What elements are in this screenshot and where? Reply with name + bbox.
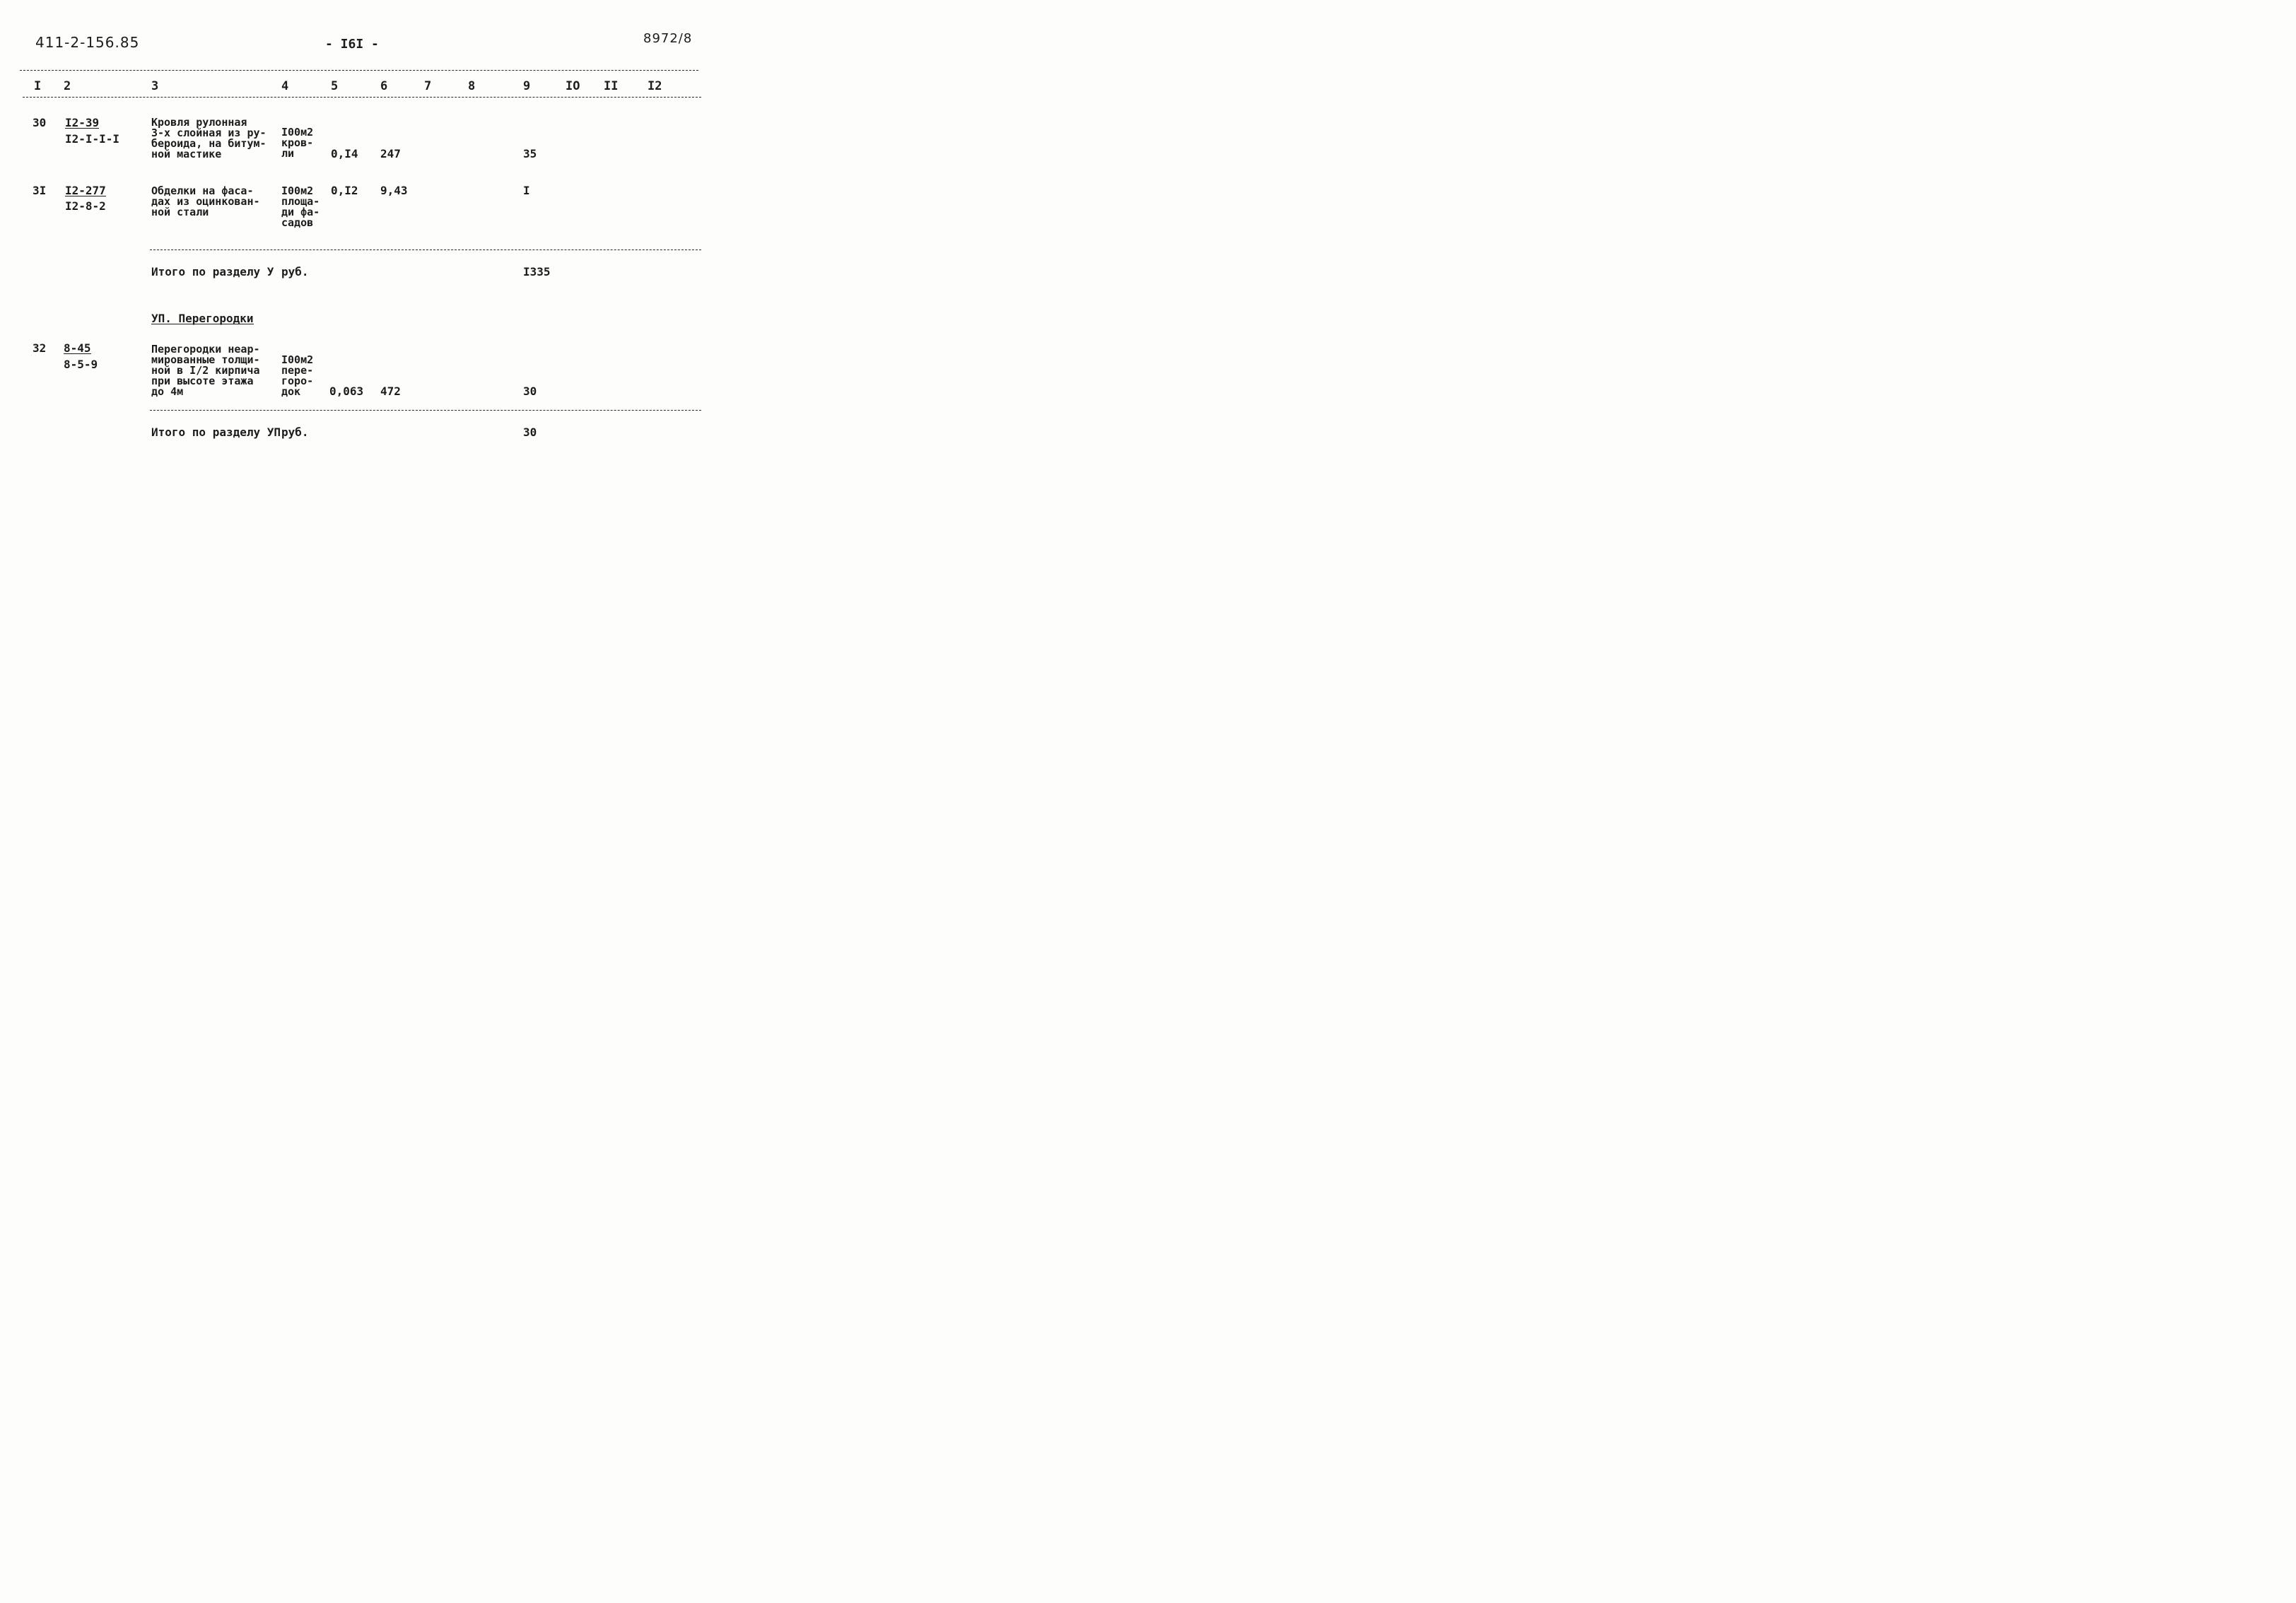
work-description: Обделки на фаса- дах из оцинкован- ной стали bbox=[151, 184, 260, 218]
unit-price: 472 bbox=[380, 384, 401, 398]
column-header: 7 bbox=[424, 79, 432, 93]
norm-code-bottom: 8-5-9 bbox=[64, 358, 98, 371]
norm-code-bottom: I2-I-I-I bbox=[65, 132, 120, 146]
table-top-rule bbox=[20, 70, 698, 71]
column-header: II bbox=[604, 79, 619, 93]
quantity: 0,I4 bbox=[331, 147, 358, 160]
row-number: 30 bbox=[33, 116, 47, 129]
subtotal-unit: руб. bbox=[281, 425, 309, 439]
header-bottom-rule bbox=[23, 97, 701, 98]
unit-of-measure: I00м2 площа- ди фа- садов bbox=[281, 184, 320, 229]
unit-of-measure: I00м2 пере- горо- док bbox=[281, 353, 314, 398]
work-description: Перегородки неар- мированные толщи- ной в I/2 кирпича при высоте этажа до 4м bbox=[151, 343, 260, 398]
work-description: Кровля рулонная 3-х слойная из ру- бероида, на битум- ной мастике bbox=[151, 116, 266, 160]
norm-code-top: I2-277 bbox=[65, 184, 106, 197]
column-header: 3 bbox=[151, 79, 159, 93]
unit-price: 9,43 bbox=[380, 184, 408, 197]
norm-code-top: I2-39 bbox=[65, 116, 100, 129]
document-code: 411-2-156.85 bbox=[35, 34, 140, 51]
column-header: 4 bbox=[281, 79, 289, 93]
subtotal-total: 30 bbox=[523, 425, 537, 439]
quantity: 0,063 bbox=[329, 384, 364, 398]
total-cost: 30 bbox=[523, 384, 537, 398]
section-rule bbox=[150, 249, 701, 250]
column-header: I bbox=[34, 79, 42, 93]
page-number: - I6I - bbox=[325, 37, 379, 52]
unit-price: 247 bbox=[380, 147, 401, 160]
column-header: 6 bbox=[380, 79, 388, 93]
unit-of-measure: I00м2 кров- ли bbox=[281, 126, 314, 160]
subtotal-label: Итого по разделу УП bbox=[151, 425, 281, 439]
column-header: IO bbox=[566, 79, 580, 93]
subtotal-unit: руб. bbox=[281, 265, 309, 278]
column-header: 5 bbox=[331, 79, 339, 93]
document-page bbox=[0, 0, 724, 505]
subtotal-total: I335 bbox=[523, 265, 551, 278]
section-title: УП. Перегородки bbox=[151, 312, 254, 325]
column-header: I2 bbox=[648, 79, 662, 93]
section-rule bbox=[150, 410, 701, 411]
row-number: 3I bbox=[33, 184, 47, 197]
norm-code-top: 8-45 bbox=[64, 341, 91, 355]
quantity: 0,I2 bbox=[331, 184, 358, 197]
sheet-code: 8972/8 bbox=[643, 31, 693, 46]
norm-code-bottom: I2-8-2 bbox=[65, 199, 106, 213]
total-cost: I bbox=[523, 184, 530, 197]
column-header: 8 bbox=[468, 79, 476, 93]
subtotal-label: Итого по разделу У bbox=[151, 265, 274, 278]
column-header: 9 bbox=[523, 79, 531, 93]
column-header: 2 bbox=[64, 79, 71, 93]
total-cost: 35 bbox=[523, 147, 537, 160]
row-number: 32 bbox=[33, 341, 47, 355]
